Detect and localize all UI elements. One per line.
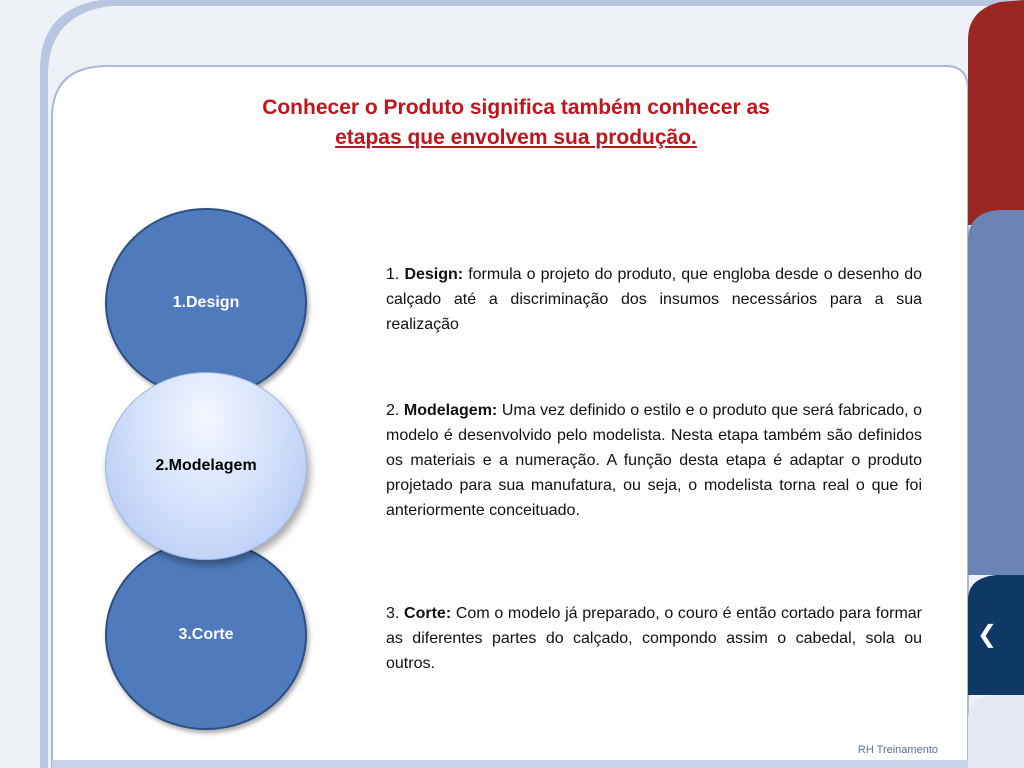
step-corte bbox=[386, 601, 922, 676]
right-tab-blue bbox=[968, 210, 1024, 575]
circle-design-label: 1.Design bbox=[172, 294, 240, 311]
step-modelagem bbox=[386, 398, 922, 523]
step-term: Modelagem: bbox=[403, 402, 498, 419]
circle-corte bbox=[105, 540, 307, 730]
step-number: 3. bbox=[386, 605, 400, 622]
back-chevron-icon[interactable]: ❮ bbox=[976, 621, 998, 648]
step-text: formula o projeto do produto, que engloba desde o desenho do calçado até a discriminação dos insumos necessários para a sua realização bbox=[386, 266, 923, 333]
step-number: 1. bbox=[386, 266, 400, 283]
step-term: Corte: bbox=[404, 605, 452, 622]
step-text: Com o modelo já preparado, o couro é então cortado para formar as diferentes partes do calçado, compondo assim o cabedal, sola ou outros. bbox=[386, 605, 922, 672]
title-line-2: etapas que envolvem sua produção. bbox=[335, 126, 697, 149]
step-term: Design: bbox=[404, 266, 464, 283]
step-number: 2. bbox=[386, 402, 400, 419]
right-tab-red bbox=[968, 0, 1024, 225]
title-line-1: Conhecer o Produto significa também conhecer as bbox=[262, 96, 770, 119]
step-text: Uma vez definido o estilo e o produto que será fabricado, o modelo é desenvolvido pelo modelista. Nesta etapa também são definidos os materiais e a numeração. A função desta etapa é adaptar o produto projetado para sua manufatura, ou seja, o modelista torna real o que foi anteriormente conceituado. bbox=[386, 402, 922, 519]
circle-modelagem bbox=[105, 372, 307, 560]
circle-design bbox=[105, 208, 307, 398]
step-design bbox=[386, 262, 922, 337]
circle-modelagem-label: 2.Modelagem bbox=[155, 457, 257, 474]
slide-title bbox=[180, 93, 852, 153]
circle-corte-label: 3.Corte bbox=[178, 626, 234, 643]
footer-label: RH Treinamento bbox=[857, 744, 938, 756]
